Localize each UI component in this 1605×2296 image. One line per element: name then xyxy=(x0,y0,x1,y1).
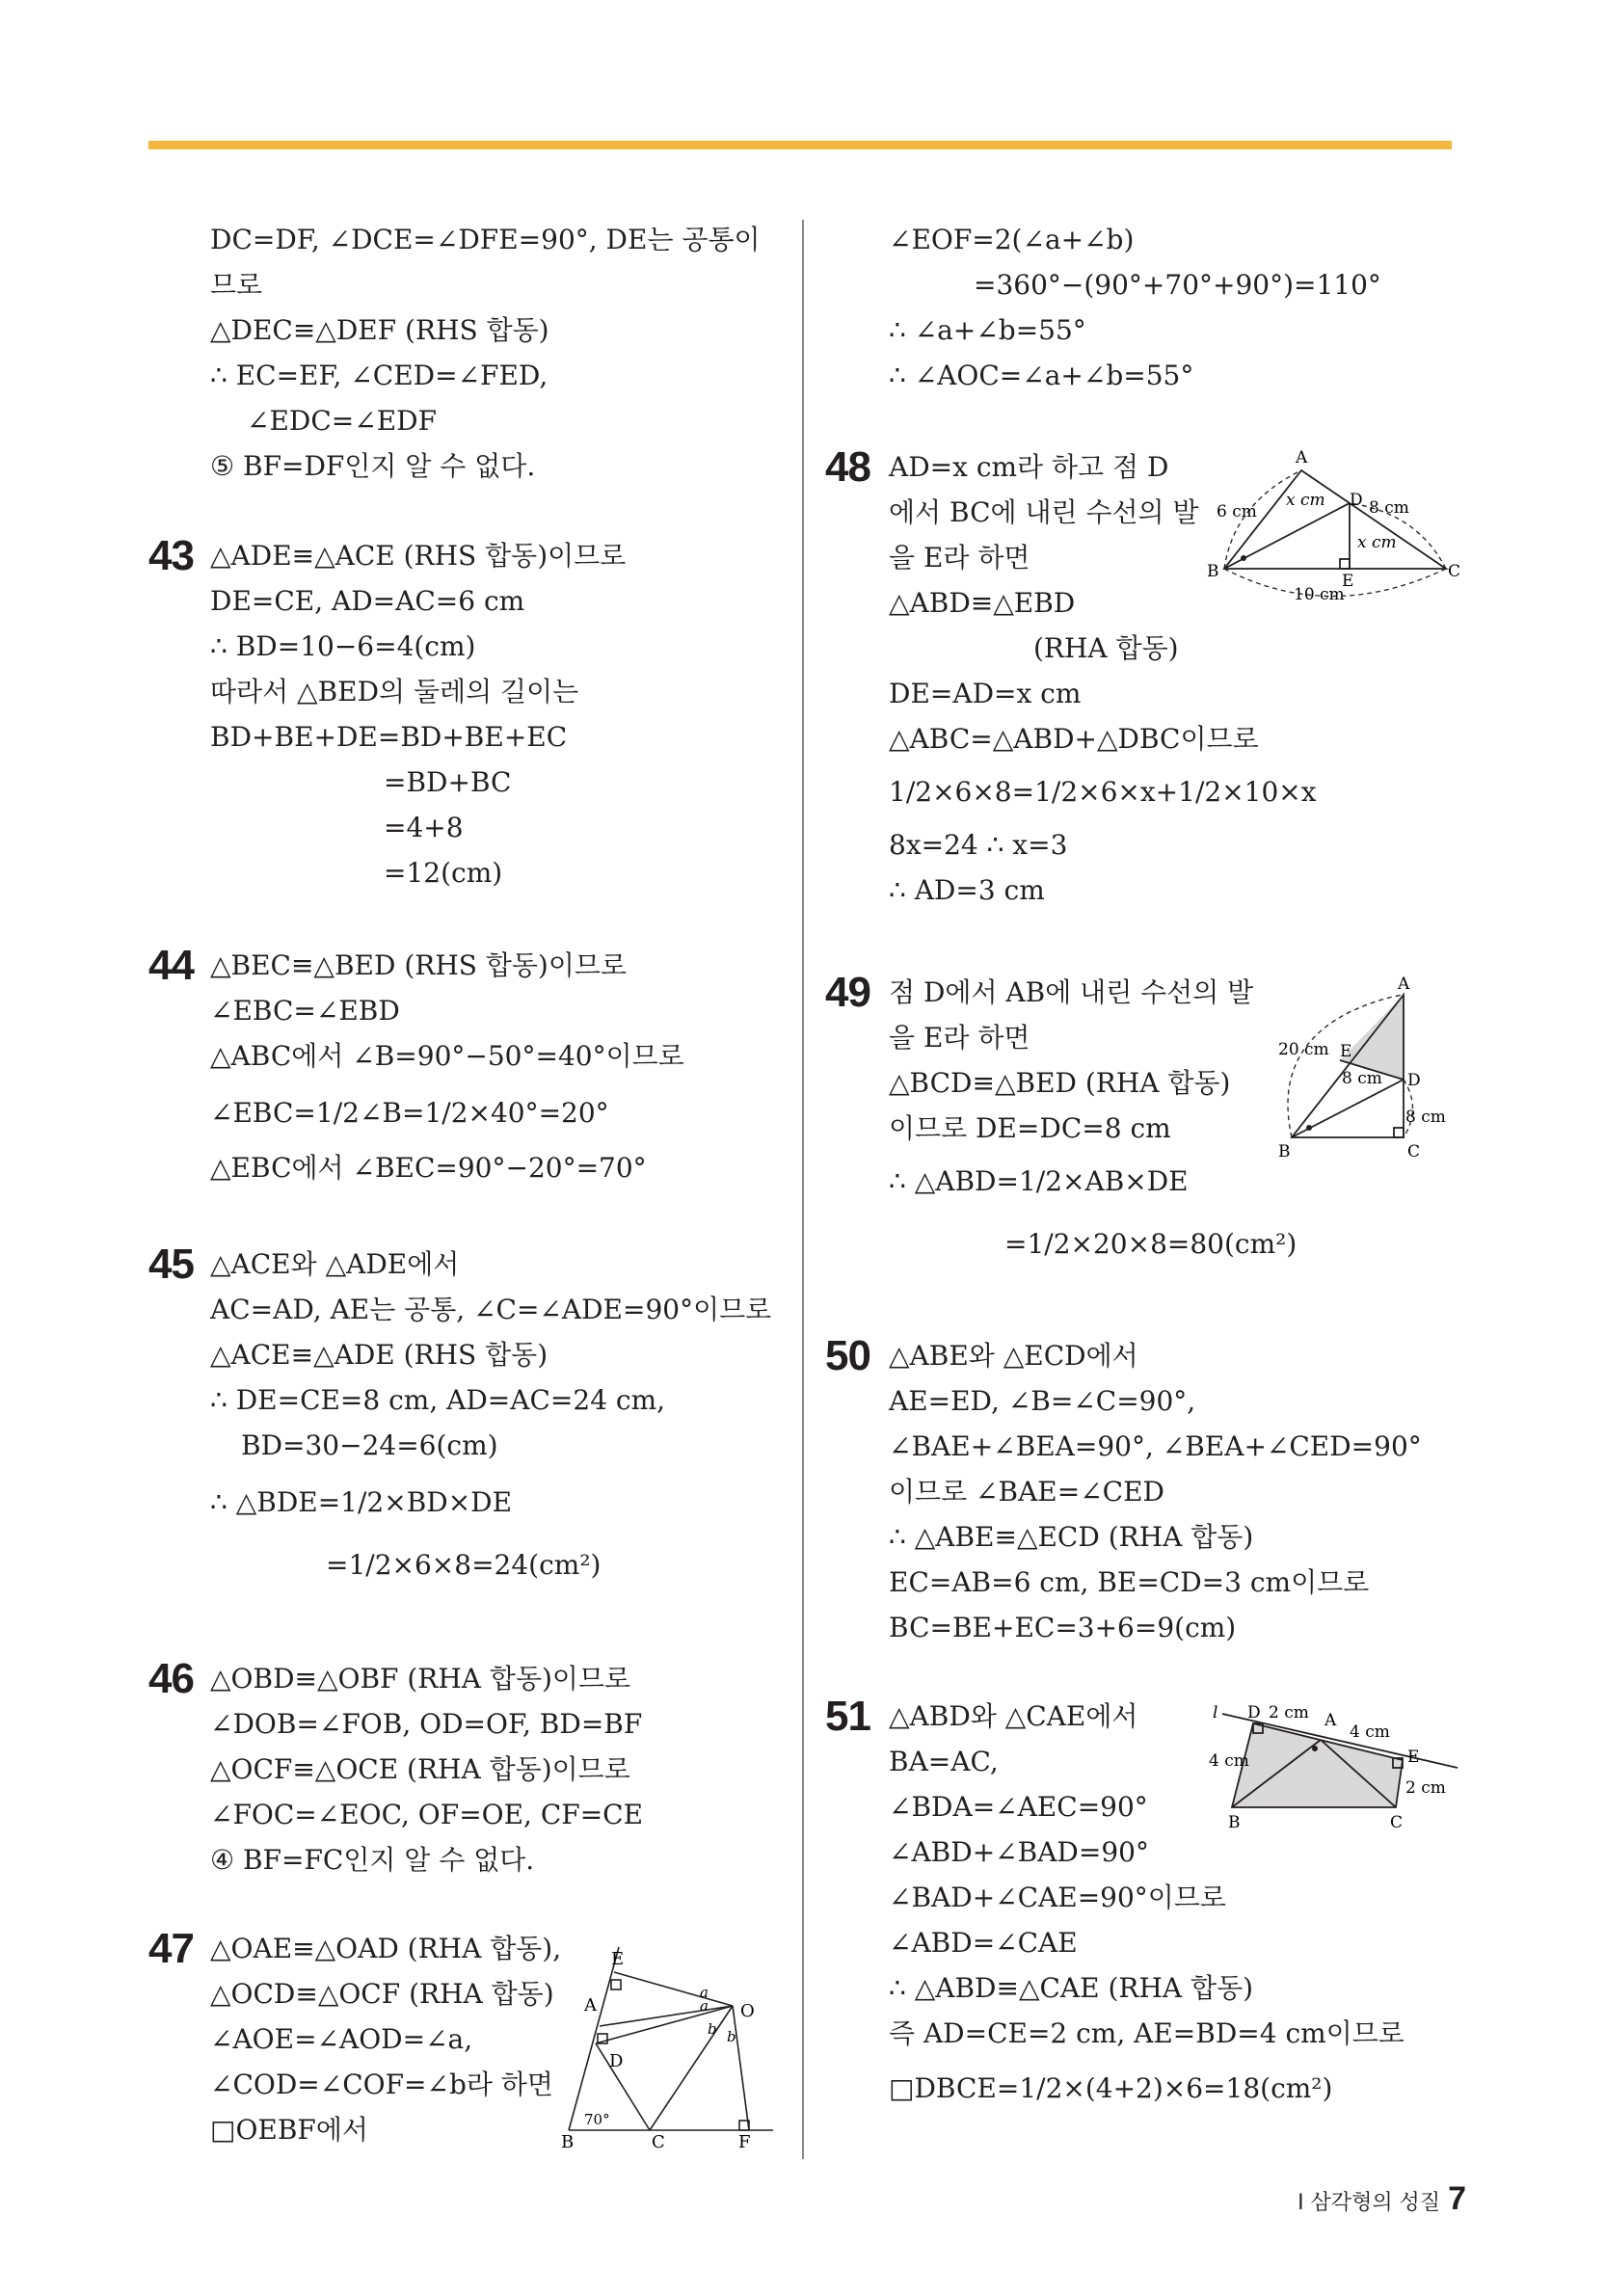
svg-text:F: F xyxy=(738,2132,751,2149)
svg-text:A: A xyxy=(1398,974,1410,994)
text-line: ∠EBC=∠EBD xyxy=(210,995,400,1027)
svg-text:D: D xyxy=(1350,491,1363,510)
text-line: △ABD와 △CAE에서 xyxy=(889,1700,1138,1732)
svg-text:l: l xyxy=(1213,1703,1218,1722)
column-divider xyxy=(802,220,804,2159)
svg-text:A: A xyxy=(1296,448,1308,467)
text-line: △ACE≡△ADE (RHS 합동) xyxy=(210,1339,548,1371)
text-line: ∠EDC=∠EDF xyxy=(247,405,438,437)
text-line: ∴ △ABE≡△ECD (RHA 합동) xyxy=(889,1521,1254,1553)
text-line: ∴ △BDE=1/2×BD×DE xyxy=(210,1486,513,1518)
svg-text:20 cm: 20 cm xyxy=(1278,1040,1329,1059)
svg-text:B: B xyxy=(1278,1142,1291,1161)
text-line: △ABC에서 ∠B=90°−50°=40°이므로 xyxy=(210,1040,684,1072)
text-line: 이므로 DE=DC=8 cm xyxy=(889,1112,1171,1144)
text-line: =360°−(90°+70°+90°)=110° xyxy=(974,269,1381,301)
text-line: ∠EOF=2(∠a+∠b) xyxy=(889,224,1135,255)
svg-text:C: C xyxy=(1407,1142,1421,1161)
text-line: 이므로 ∠BAE=∠CED xyxy=(889,1476,1164,1508)
svg-text:b: b xyxy=(708,2020,717,2038)
text-line: △ABE와 △ECD에서 xyxy=(889,1340,1138,1372)
text-line: ∠ABD=∠CAE xyxy=(889,1927,1078,1959)
text-line: ∠BAD+∠CAE=90°이므로 xyxy=(889,1882,1226,1913)
text-line: 점 D에서 AB에 내린 수선의 발 xyxy=(889,976,1254,1008)
figure-47 xyxy=(561,1937,783,2153)
text-line: =1/2×20×8=80(cm²) xyxy=(1004,1228,1297,1260)
problem-number: 43 xyxy=(148,532,194,579)
text-line: ∠DOB=∠FOB, OD=OF, BD=BF xyxy=(210,1708,643,1740)
text-line: EC=AB=6 cm, BE=CD=3 cm이므로 xyxy=(889,1566,1370,1598)
text-line: ∠ABD+∠BAD=90° xyxy=(889,1836,1149,1868)
text-line: DE=CE, AD=AC=6 cm xyxy=(210,585,525,617)
text-line: 즉 AD=CE=2 cm, AE=BD=4 cm이므로 xyxy=(889,2017,1404,2049)
svg-text:D: D xyxy=(1247,1703,1261,1722)
svg-text:8 cm: 8 cm xyxy=(1369,498,1409,518)
text-line: △OBD≡△OBF (RHA 합동)이므로 xyxy=(210,1663,631,1695)
text-line: 에서 BC에 내린 수선의 발 xyxy=(889,496,1199,528)
svg-text:E: E xyxy=(1342,572,1354,591)
svg-text:D: D xyxy=(609,2051,624,2071)
text-line: (RHA 합동) xyxy=(1033,632,1179,664)
svg-text:2 cm: 2 cm xyxy=(1405,1778,1446,1798)
svg-text:b: b xyxy=(727,2028,736,2045)
svg-text:B: B xyxy=(561,2132,575,2149)
text-line: ∠AOE=∠AOD=∠a, xyxy=(210,2023,473,2055)
text-line: =1/2×6×8=24(cm²) xyxy=(326,1549,602,1581)
text-line: ∴ EC=EF, ∠CED=∠FED, xyxy=(210,360,548,391)
text-line: △BEC≡△BED (RHS 합동)이므로 xyxy=(210,949,628,981)
svg-text:a: a xyxy=(700,1997,709,2015)
text-line: △ACE와 △ADE에서 xyxy=(210,1248,460,1280)
svg-text:x cm: x cm xyxy=(1357,533,1397,552)
text-line: BD+BE+DE=BD+BE+EC xyxy=(210,721,568,753)
text-line: ∴ AD=3 cm xyxy=(889,874,1045,906)
svg-text:8 cm: 8 cm xyxy=(1405,1108,1446,1127)
text-line: 을 E라 하면 xyxy=(889,542,1030,574)
text-line: ⑤ BF=DF인지 알 수 없다. xyxy=(210,450,536,482)
problem-number: 49 xyxy=(825,969,870,1016)
text-line: △OAE≡△OAD (RHA 합동), xyxy=(210,1933,562,1964)
figure-49 xyxy=(1263,974,1465,1170)
text-line: ∴ BD=10−6=4(cm) xyxy=(210,630,476,662)
text-line: ∴ △ABD=1/2×AB×DE xyxy=(889,1165,1189,1197)
text-line: DC=DF, ∠DCE=∠DFE=90°, DE는 공통이 xyxy=(210,224,761,255)
text-line: △OCD≡△OCF (RHA 합동) xyxy=(210,1978,554,2010)
text-line: AD=x cm라 하고 점 D xyxy=(889,451,1169,483)
page-footer xyxy=(1297,2180,1466,2218)
text-line: △EBC에서 ∠BEC=90°−20°=70° xyxy=(210,1152,647,1184)
svg-text:D: D xyxy=(1407,1071,1421,1090)
text-line: ④ BF=FC인지 알 수 없다. xyxy=(210,1844,535,1876)
text-line: ∠FOC=∠EOC, OF=OE, CF=CE xyxy=(210,1799,644,1830)
svg-text:C: C xyxy=(1390,1813,1404,1832)
text-line: =BD+BC xyxy=(384,766,512,798)
text-line: □OEBF에서 xyxy=(210,2114,368,2146)
text-line: △ADE≡△ACE (RHS 합동)이므로 xyxy=(210,540,627,572)
svg-text:4 cm: 4 cm xyxy=(1350,1722,1390,1742)
text-line: =12(cm) xyxy=(384,857,503,889)
text-line: AE=ED, ∠B=∠C=90°, xyxy=(889,1385,1196,1417)
text-line: AC=AD, AE는 공통, ∠C=∠ADE=90°이므로 xyxy=(210,1294,772,1325)
svg-text:70°: 70° xyxy=(584,2111,610,2128)
svg-text:a: a xyxy=(700,1984,709,2001)
text-line: BA=AC, xyxy=(889,1746,999,1777)
header-accent-bar xyxy=(148,141,1452,149)
text-line: △BCD≡△BED (RHA 합동) xyxy=(889,1067,1231,1099)
svg-text:2 cm: 2 cm xyxy=(1269,1703,1309,1722)
svg-text:O: O xyxy=(740,2001,755,2021)
page-number: 7 xyxy=(1448,2180,1466,2217)
problem-number: 50 xyxy=(825,1332,870,1379)
svg-text:C: C xyxy=(1448,562,1461,581)
text-line: 1/2×6×8=1/2×6×x+1/2×10×x xyxy=(889,776,1317,808)
text-line: 므로 xyxy=(210,269,263,301)
problem-number: 44 xyxy=(148,942,194,989)
problem-number: 47 xyxy=(148,1925,194,1972)
text-line: ∴ ∠a+∠b=55° xyxy=(889,314,1086,346)
text-line: ∠BDA=∠AEC=90° xyxy=(889,1791,1148,1823)
svg-text:8 cm: 8 cm xyxy=(1342,1069,1382,1088)
figure-48 xyxy=(1205,445,1465,613)
problem-number: 51 xyxy=(825,1693,870,1740)
text-line: △DEC≡△DEF (RHS 합동) xyxy=(210,314,549,346)
text-line: □DBCE=1/2×(4+2)×6=18(cm²) xyxy=(889,2072,1333,2104)
svg-text:E: E xyxy=(1340,1042,1352,1061)
chapter-title: I 삼각형의 성질 xyxy=(1297,2191,1441,2215)
svg-text:B: B xyxy=(1228,1813,1241,1832)
text-line: =4+8 xyxy=(384,812,464,843)
text-line: △ABD≡△EBD xyxy=(889,587,1076,619)
problem-number: 46 xyxy=(148,1655,194,1702)
text-line: ∠EBC=1/2∠B=1/2×40°=20° xyxy=(210,1097,609,1129)
text-line: ∠COD=∠COF=∠b라 하면 xyxy=(210,2069,553,2100)
fig47-label: E xyxy=(611,1949,625,1969)
svg-text:4 cm: 4 cm xyxy=(1209,1751,1249,1771)
svg-text:B: B xyxy=(1207,562,1219,581)
text-line: ∴ ∠AOC=∠a+∠b=55° xyxy=(889,360,1194,391)
svg-text:C: C xyxy=(652,2132,665,2149)
text-line: BC=BE+EC=3+6=9(cm) xyxy=(889,1612,1237,1643)
text-line: ∴ △ABD≡△CAE (RHA 합동) xyxy=(889,1972,1254,2004)
svg-text:E: E xyxy=(1407,1748,1420,1767)
problem-number: 48 xyxy=(825,443,870,491)
text-line: ∴ DE=CE=8 cm, AD=AC=24 cm, xyxy=(210,1384,666,1416)
text-line: DE=AD=x cm xyxy=(889,678,1082,709)
text-line: BD=30−24=6(cm) xyxy=(241,1429,498,1461)
text-line: ∠BAE+∠BEA=90°, ∠BEA+∠CED=90° xyxy=(889,1430,1422,1462)
svg-text:6 cm: 6 cm xyxy=(1217,502,1257,521)
problem-number: 45 xyxy=(148,1241,194,1288)
text-line: 따라서 △BED의 둘레의 길이는 xyxy=(210,676,579,707)
text-line: 을 E라 하면 xyxy=(889,1022,1030,1054)
svg-text:A: A xyxy=(584,1995,597,2016)
figure-51 xyxy=(1205,1696,1470,1845)
text-line: 8x=24 ∴ x=3 xyxy=(889,829,1068,861)
text-line: △ABC=△ABD+△DBC이므로 xyxy=(889,723,1259,755)
text-line: △OCF≡△OCE (RHA 합동)이므로 xyxy=(210,1753,630,1785)
svg-text:10 cm: 10 cm xyxy=(1294,585,1345,604)
svg-text:x cm: x cm xyxy=(1286,491,1325,510)
svg-text:A: A xyxy=(1324,1711,1337,1730)
